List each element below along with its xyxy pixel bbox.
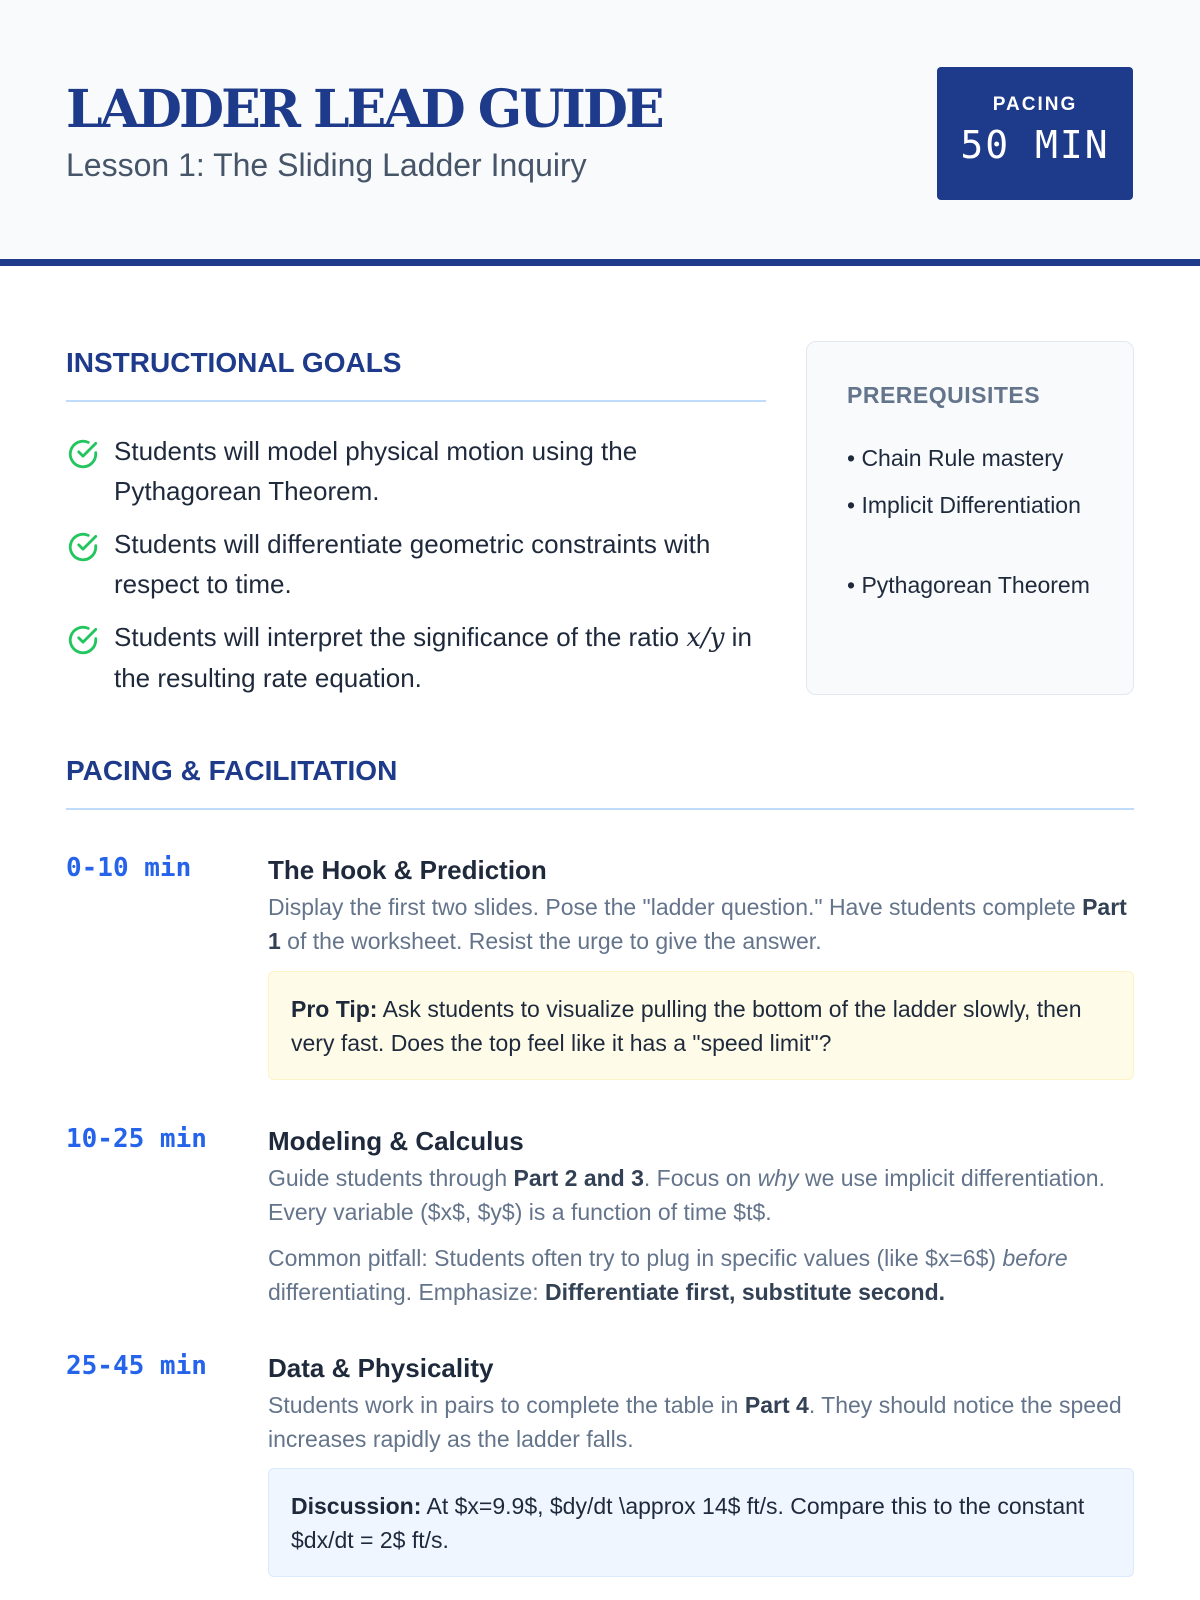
callout-text: At $x=9.9$, $dy/dt \approx 14$ ft/s. Compare this to the constant $dx/dt = 2$ ft/s. bbox=[291, 1493, 1085, 1553]
prerequisite-item: • Pythagorean Theorem bbox=[847, 572, 1090, 598]
time-range: 25-45 min bbox=[66, 1351, 207, 1381]
goal-text bbox=[114, 617, 774, 698]
block-title: The Hook & Prediction bbox=[268, 855, 547, 885]
time-range: 0-10 min bbox=[66, 853, 192, 883]
page-header bbox=[0, 0, 1200, 266]
pacing-badge-label: PACING bbox=[992, 94, 1078, 115]
check-circle-icon bbox=[66, 437, 100, 471]
goal-text: Students will differentiate geometric constraints with respect to time. bbox=[114, 529, 711, 599]
pitfall-note: Common pitfall: Students often try to plug in specific values (like $x=6$) before differentiating. Emphasize: Differentiate first, substitute second. bbox=[268, 1245, 1068, 1305]
goal-text-part: in the resulting rate equation. bbox=[114, 622, 752, 693]
pacing-badge-value: 50 MIN bbox=[960, 123, 1110, 167]
goals-heading: INSTRUCTIONAL GOALS bbox=[66, 347, 402, 378]
page-subtitle: Lesson 1: The Sliding Ladder Inquiry bbox=[66, 147, 587, 183]
pacing-divider bbox=[66, 808, 1134, 810]
block-title: Modeling & Calculus bbox=[268, 1126, 524, 1156]
pacing-heading: PACING & FACILITATION bbox=[66, 755, 398, 786]
block-body: Display the first two slides. Pose the "ladder question." Have students complete Part 1 of the worksheet. Resist the urge to give the answer. bbox=[268, 894, 1127, 954]
time-range: 10-25 min bbox=[66, 1124, 207, 1154]
discussion-callout bbox=[268, 1468, 1134, 1577]
callout-label: Pro Tip: bbox=[291, 996, 378, 1022]
block-body: Guide students through Part 2 and 3. Focus on why we use implicit differentiation. Every variable ($x$, $y$) is a function of time $t$. bbox=[268, 1165, 1105, 1225]
goal-text: Students will model physical motion using the Pythagorean Theorem. bbox=[114, 436, 638, 506]
check-circle-icon bbox=[66, 623, 100, 657]
goals-divider bbox=[66, 400, 766, 402]
prerequisite-item: • Implicit Differentiation bbox=[847, 492, 1081, 518]
prerequisites-panel bbox=[806, 341, 1134, 695]
pacing-badge bbox=[937, 67, 1133, 200]
block-title: Data & Physicality bbox=[268, 1353, 494, 1383]
check-circle-icon bbox=[66, 530, 100, 564]
callout-text: Ask students to visualize pulling the bottom of the ladder slowly, then very fast. Does the top feel like it has a "speed limit"? bbox=[291, 996, 1082, 1056]
ratio-math: x/y bbox=[686, 623, 725, 653]
block-body: Students work in pairs to complete the table in Part 4. They should notice the speed increases rapidly as the ladder falls. bbox=[268, 1392, 1122, 1452]
callout-label: Discussion: bbox=[291, 1493, 422, 1519]
prerequisite-item: • Chain Rule mastery bbox=[847, 445, 1064, 471]
page-title: LADDER LEAD GUIDE bbox=[66, 79, 662, 140]
pro-tip-callout bbox=[268, 971, 1134, 1080]
prerequisites-title: PREREQUISITES bbox=[847, 382, 1041, 408]
goal-text-part: Students will interpret the significance of the ratio bbox=[114, 622, 687, 652]
